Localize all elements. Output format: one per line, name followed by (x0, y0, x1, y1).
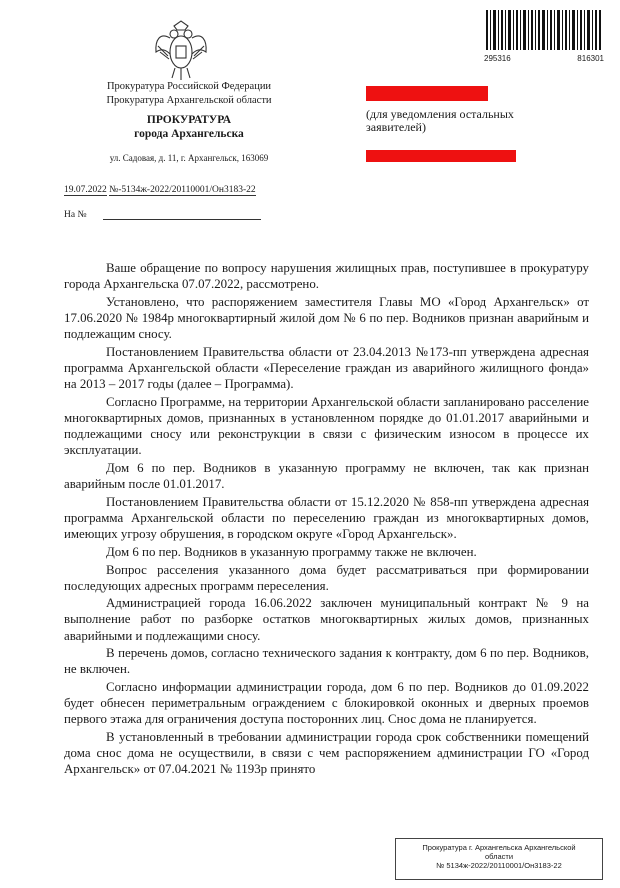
reference-line (64, 210, 261, 220)
paragraph-5: Дом 6 по пер. Водников в указанную программу не включен, так как признан аварийным после 01.01.2017. (64, 460, 589, 491)
footer-stamp (395, 838, 603, 880)
redacted-recipient-address (366, 150, 516, 162)
letter-body (64, 260, 589, 779)
page-title: ПРОКУРАТУРА (146, 114, 232, 126)
page-subtitle: города Архангельска (134, 128, 244, 140)
coat-of-arms-icon (152, 18, 210, 82)
reference-label: На № (64, 210, 87, 220)
paragraph-11: Согласно информации администрации города, дом 6 по пер. Водников до 01.09.2022 будет обнесен периметральным ограждением с блокировкой оконных и дверных проемов первого этажа для ограничения доступа посторонних лиц. Снос дома не планируется. (64, 680, 589, 727)
recipient-note: (для уведомления остальных заявителей) (366, 107, 514, 134)
barcode-number-left: 295316 (484, 54, 511, 63)
barcode-number-right: 816301 (577, 54, 604, 63)
registration-number: №-5134ж-2022/20110001/Он3183-22 (109, 185, 256, 195)
paragraph-9: Администрацией города 16.06.2022 заключен муниципальный контракт № 9 на выполнение работ по разборке остатков многоквартирных жилых домов, признанных аварийными и подлежащими сносу. (64, 596, 589, 643)
stamp-line-3: № 5134ж-2022/20110001/Он3183-22 (436, 861, 562, 870)
registration-date: 19.07.2022 (64, 185, 107, 195)
paragraph-10: В перечень домов, согласно технического задания к контракту, дом 6 по пер. Водников, не включен. (64, 646, 589, 677)
paragraph-3: Постановлением Правительства области от 23.04.2013 №173-пп утверждена адресная программа Архангельской области «Переселение граждан из аварийного жилищного фонда» на 2013 – 2017 годы (далее – Программа). (64, 344, 589, 392)
paragraph-8: Вопрос расселения указанного дома будет рассматриваться при формировании последующих адресных программ переселения. (64, 562, 589, 593)
paragraph-12: В установленный в требовании администрации города срок собственники помещений дома снос дома не осуществили, в связи с чем распоряжением администрации ГО «Город Архангельск» от 07.04.2021 № 1193р принято (64, 730, 589, 777)
stamp-line-2: области (484, 852, 514, 861)
paragraph-6: Постановлением Правительства области от 15.12.2020 № 858-пп утверждена адресная программа Архангельской области по переселению граждан из многоквартирных домов, имеющих угрозу обрушения, в городском округе «Город Архангельск». (64, 494, 589, 541)
paragraph-7: Дом 6 по пер. Водников в указанную программу также не включен. (106, 544, 477, 559)
reference-blank (103, 219, 261, 220)
barcode (484, 8, 604, 66)
org-line-1: Прокуратура Российской Федерации (106, 81, 272, 92)
redacted-recipient-name (366, 86, 488, 101)
stamp-line-1: Прокуратура г. Архангельска Архангельской (422, 843, 576, 852)
barcode-bars-icon (484, 8, 604, 52)
registration-line (64, 185, 256, 195)
org-line-2: Прокуратура Архангельской области (106, 95, 272, 106)
paragraph-2: Установлено, что распоряжением заместителя Главы МО «Город Архангельск» от 17.06.2020 № 1984р многоквартирный жилой дом № 6 по пер. Водников признан аварийным и подлежащим сносу. (64, 294, 589, 342)
office-address: ул. Садовая, д. 11, г. Архангельск, 163069 (109, 153, 269, 163)
paragraph-4: Согласно Программе, на территории Архангельской области запланировано расселение многоквартирных домов, признанных в установленном порядке до 01.01.2017 аварийными и подлежащими сносу или реконструкции в связи с физическим износом в процессе их эксплуатации. (64, 394, 589, 458)
paragraph-1: Ваше обращение по вопросу нарушения жилищных прав, поступившее в прокуратуру города Архангельска 07.07.2022, рассмотрено. (64, 261, 589, 292)
